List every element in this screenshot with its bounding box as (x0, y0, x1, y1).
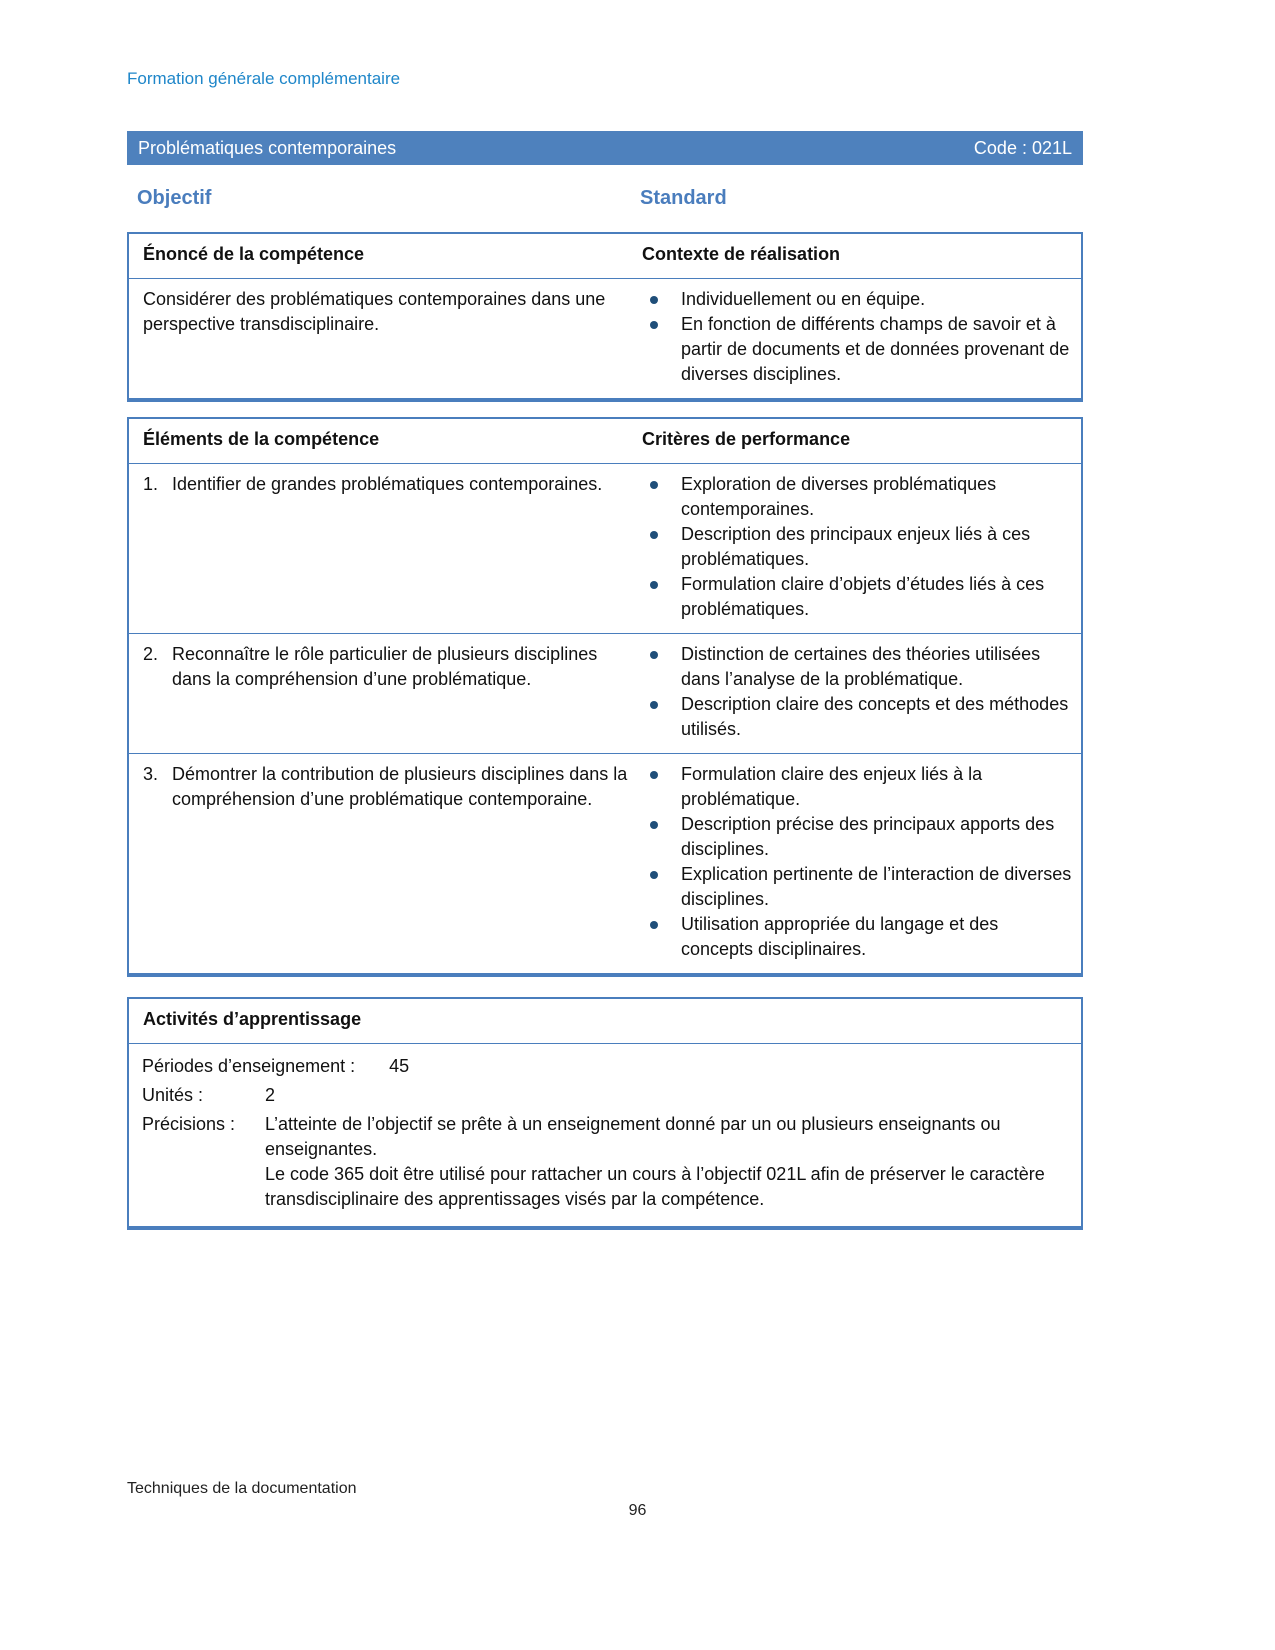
standard-heading: Standard (640, 187, 727, 209)
units-label: Unités : (142, 1085, 204, 1105)
elements-right-header: Critères de performance (642, 429, 851, 449)
criteria-bullet: Formulation claire des enjeux liés à la problématique. (642, 762, 1073, 812)
element-cell (129, 754, 642, 973)
element-number: 1. (143, 474, 159, 494)
page-content (127, 0, 1083, 1230)
context-bullet-list (642, 287, 1073, 387)
activities-body (129, 1044, 1081, 1226)
element-number: 3. (143, 764, 159, 784)
elements-table (127, 417, 1083, 977)
elements-table-header (129, 419, 1081, 464)
criteria-bullet: Description des principaux enjeux liés à ces problématiques. (642, 522, 1073, 572)
element-item (143, 762, 628, 812)
periods-value: 45 (389, 1056, 410, 1076)
units-value: 2 (265, 1085, 276, 1105)
activities-table (127, 997, 1083, 1230)
activities-heading: Activités d’apprentissage (143, 1009, 362, 1029)
element-item (143, 472, 628, 497)
column-headings (127, 185, 1083, 211)
competence-left-header: Énoncé de la compétence (143, 244, 365, 264)
objectif-heading: Objectif (137, 187, 212, 209)
course-banner (127, 131, 1083, 165)
criteria-cell (642, 464, 1081, 633)
criteria-bullet: Description précise des principaux apports des disciplines. (642, 812, 1073, 862)
precisions-paragraph: Le code 365 doit être utilisé pour rattacher un cours à l’objectif 021L afin de préserver le caractère transdisciplinaire des apprentissages visés par la compétence. (265, 1164, 1045, 1209)
precisions-label: Précisions : (142, 1114, 236, 1134)
periods-label: Périodes d’enseignement : (142, 1056, 356, 1076)
banner-title: Problématiques contemporaines (138, 137, 397, 158)
criteria-bullet-list (642, 472, 1073, 622)
criteria-bullet: Exploration de diverses problématiques contemporaines. (642, 472, 1073, 522)
context-bullet: En fonction de différents champs de savoir et à partir de documents et de données provenant de diverses disciplines. (642, 312, 1073, 387)
element-cell (129, 464, 642, 633)
elements-left-header: Éléments de la compétence (143, 429, 380, 449)
section-breadcrumb: Formation générale complémentaire (127, 69, 401, 88)
element-row-1 (129, 464, 1081, 633)
context-bullet: Individuellement ou en équipe. (642, 287, 1073, 312)
periods-row (142, 1054, 1069, 1079)
criteria-bullet-list (642, 642, 1073, 742)
criteria-bullet: Description claire des concepts et des méthodes utilisés. (642, 692, 1073, 742)
competence-statement: Considérer des problématiques contemporaines dans une perspective transdisciplinaire. (143, 289, 606, 334)
activities-table-header (129, 999, 1081, 1044)
criteria-cell (642, 754, 1081, 973)
precisions-text (265, 1112, 1069, 1212)
competence-right-header: Contexte de réalisation (642, 244, 841, 264)
element-text: Démontrer la contribution de plusieurs disciplines dans la compréhension d’une problématique contemporaine. (172, 764, 628, 809)
element-cell (129, 634, 642, 753)
element-row-3 (129, 753, 1081, 973)
criteria-bullet-list (642, 762, 1073, 962)
criteria-cell (642, 634, 1081, 753)
criteria-bullet: Formulation claire d’objets d’études liés à ces problématiques. (642, 572, 1073, 622)
competence-table-header (129, 234, 1081, 279)
units-row (142, 1083, 1069, 1108)
criteria-bullet: Distinction de certaines des théories utilisées dans l’analyse de la problématique. (642, 642, 1073, 692)
competence-table-body (129, 279, 1081, 398)
page-number: 96 (628, 1502, 647, 1519)
element-number: 2. (143, 644, 159, 664)
element-text: Reconnaître le rôle particulier de plusieurs disciplines dans la compréhension d’une problématique. (172, 644, 598, 689)
criteria-bullet: Explication pertinente de l’interaction de diverses disciplines. (642, 862, 1073, 912)
footer-program-name: Techniques de la documentation (127, 1480, 357, 1497)
competence-table (127, 232, 1083, 402)
precisions-row (142, 1112, 1069, 1212)
context-cell (642, 279, 1081, 398)
element-text: Identifier de grandes problématiques contemporaines. (172, 474, 603, 494)
criteria-bullet: Utilisation appropriée du langage et des concepts disciplinaires. (642, 912, 1073, 962)
element-row-2 (129, 633, 1081, 753)
element-item (143, 642, 628, 692)
precisions-paragraph: L’atteinte de l’objectif se prête à un enseignement donné par un ou plusieurs enseignants ou enseignantes. (265, 1114, 1001, 1159)
banner-code: Code : 021L (973, 137, 1072, 158)
